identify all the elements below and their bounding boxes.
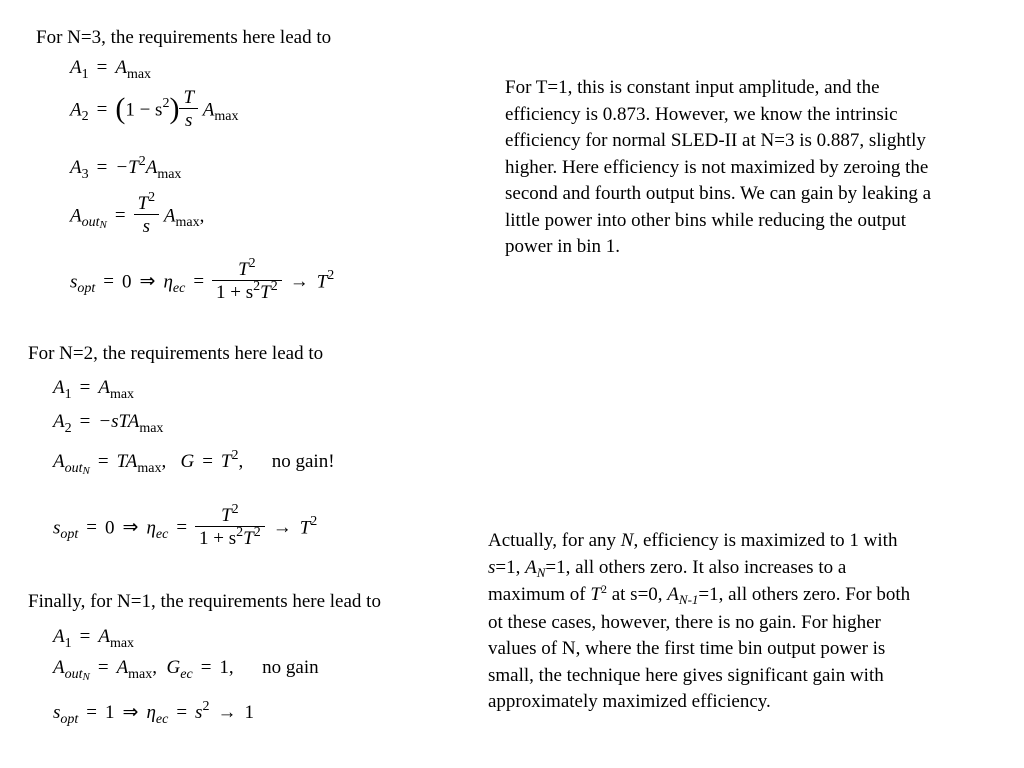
subscript: max	[175, 215, 200, 231]
n1-eq-aout: $A_{outN} = A_{max}$, $G_{ec} = 1$, no gain	[53, 657, 319, 683]
n3-eq-aout: $A_{outN}$ = $\frac{T^2}{s}$ $A_{max}$,	[70, 190, 205, 237]
n1-eq-eff: $s_{opt} = 1$ ⇒ $\eta_{ec} = s^2 \to 1$	[53, 699, 254, 727]
arrow-symbol: →	[289, 271, 309, 293]
subscript: max	[109, 636, 135, 651]
general-note-line	[488, 555, 1008, 583]
text: , efficiency is maximized to 1 with	[633, 530, 898, 551]
n1-eq-a1: $A_1 = A_{max}$	[53, 626, 135, 651]
denominator-part: 1 + s	[199, 528, 237, 549]
general-note-line: ot these cases, however, there is no gain. For higher	[488, 611, 881, 633]
var: s	[53, 517, 61, 539]
text: =1, all others zero. It also increases to a	[545, 556, 847, 578]
var: A	[163, 205, 176, 227]
var: A	[98, 626, 110, 647]
subscript: 1	[81, 67, 89, 82]
var: η	[146, 517, 156, 539]
text: Actually, for any	[488, 530, 621, 551]
numerator: T	[221, 505, 232, 526]
var: A	[202, 99, 215, 121]
n2-eq-a2: $A_2 = -sTA_{max}$	[53, 411, 164, 436]
n3-eq-a2: $A_2 = (1 - s^2)$ $\frac{T}{s}$ $A_{max}$	[70, 87, 239, 131]
superscript: 2	[231, 448, 239, 463]
subsubscript: N	[99, 219, 107, 232]
superscript: 2	[162, 96, 170, 112]
general-note-line: values of N, where the first time bin output power is	[488, 638, 886, 659]
superscript: 2	[600, 582, 607, 596]
no-gain-note: no gain!	[271, 451, 335, 472]
subscript: opt	[60, 527, 79, 543]
subscript: out	[64, 461, 83, 476]
subscript: 1	[64, 387, 72, 402]
var: s	[70, 271, 78, 293]
n3-eq-a1: $A_1 = A_{max}$	[70, 57, 152, 82]
var: s	[195, 702, 203, 723]
subscript: N-1	[678, 592, 699, 607]
subscript: opt	[77, 281, 96, 297]
superscript: 2	[248, 256, 256, 271]
superscript: 2	[236, 525, 244, 540]
var: −T	[115, 157, 139, 178]
var: T	[316, 271, 328, 293]
fraction	[195, 502, 265, 549]
n3-note: For T=1, this is constant input amplitude, and the efficiency is 0.873. However, we know the intrinsic efficiency for normal SLED-II at N=3 is 0.887, slightly higher. Here efficiency is not maximized by zeroing the second and fourth output bins. We can gain by leaking a little power into other bins while reducing the output power in bin 1.	[505, 77, 932, 257]
var: G	[166, 657, 181, 678]
numerator: T	[137, 193, 149, 214]
var: T	[590, 584, 601, 605]
subscript: 2	[64, 421, 72, 436]
paren-content: 1 − s	[125, 99, 163, 121]
general-note	[488, 528, 1008, 716]
implies-symbol: ⇒	[139, 271, 156, 293]
var: T	[116, 451, 126, 472]
var: A	[116, 657, 129, 678]
subscript: out	[64, 667, 83, 682]
fraction	[212, 256, 282, 303]
var: A	[667, 584, 679, 605]
fraction	[134, 190, 160, 237]
denominator: s	[142, 216, 151, 237]
var: A	[145, 157, 158, 178]
denominator-part: T	[260, 282, 271, 303]
general-note-line: small, the technique here gives significant gain with	[488, 664, 884, 686]
subscript: 3	[81, 167, 89, 182]
var: A	[53, 657, 65, 678]
var: A	[70, 57, 82, 78]
n2-eq-eff: $s_{opt} = 0$ ⇒ $\eta_{ec}$ = $\frac{T^2}{1 + s^2T^2}$ → $T^2$	[53, 502, 318, 549]
n2-eq-aout: $A_{outN} = TA_{max}$, $G = T^2$, no gain!	[53, 448, 335, 477]
superscript: 2	[270, 279, 278, 294]
var: A	[53, 626, 65, 647]
subsubscript: N	[82, 671, 90, 683]
var: A	[53, 377, 65, 398]
subscript: 1	[64, 636, 72, 651]
denominator-part: 1 + s	[216, 282, 254, 303]
arrow-symbol: →	[272, 517, 292, 539]
subscript: max	[137, 461, 162, 476]
var: A	[70, 205, 82, 227]
denominator: s	[185, 110, 193, 131]
var: A	[53, 411, 65, 432]
superscript: 2	[310, 514, 318, 530]
superscript: 2	[253, 279, 261, 294]
superscript: 2	[202, 699, 210, 714]
n3-eq-eff: $s_{opt} = 0$ ⇒ $\eta_{ec}$ = $\frac{T^2}{1 + s^2T^2}$ → $T^2$	[70, 256, 335, 303]
comma: ,	[199, 205, 205, 227]
text: maximum of	[488, 584, 591, 605]
var: A	[115, 57, 127, 78]
n3-eq-a3: $A_3 = -T^2A_{max}$	[70, 154, 182, 182]
numerator: T	[179, 88, 198, 109]
n3-intro: For N=3, the requirements here lead to	[36, 27, 332, 48]
var: A	[70, 157, 82, 178]
arrow-symbol: →	[217, 702, 237, 723]
subscript: 2	[81, 109, 89, 125]
superscript: 2	[327, 268, 335, 284]
superscript: 2	[231, 502, 239, 517]
numerator: T	[238, 259, 249, 280]
var: A	[127, 411, 140, 432]
var: A	[125, 451, 138, 472]
subscript: max	[109, 387, 135, 402]
subscript: opt	[60, 712, 79, 727]
n2-intro: For N=2, the requirements here lead to	[28, 343, 324, 364]
implies-symbol: ⇒	[122, 517, 139, 539]
var: A	[525, 556, 537, 578]
subscript: max	[128, 667, 153, 682]
var: G	[180, 451, 195, 472]
var: T	[299, 517, 311, 539]
var: T	[220, 451, 232, 472]
subscript: max	[214, 109, 239, 125]
value: 1,	[219, 657, 234, 678]
value: 0	[122, 271, 132, 293]
superscript: 2	[253, 525, 261, 540]
var: η	[146, 702, 156, 723]
subscript: ec	[180, 667, 193, 682]
var: A	[53, 451, 65, 472]
var: η	[163, 271, 173, 293]
var: A	[98, 377, 110, 398]
subscript: ec	[155, 527, 169, 543]
var: s	[53, 702, 61, 723]
var: N	[620, 530, 634, 551]
n2-eq-a1: $A_1 = A_{max}$	[53, 377, 135, 402]
general-note-line	[488, 528, 1008, 555]
var: A	[70, 99, 82, 121]
fraction	[179, 88, 198, 130]
subsubscript: N	[82, 465, 90, 477]
text: at s=0,	[606, 584, 668, 605]
superscript: 2	[138, 154, 146, 169]
value: 0	[105, 517, 115, 539]
var: −sT	[98, 411, 128, 432]
subscript: max	[139, 421, 164, 436]
subscript: max	[157, 167, 182, 182]
no-gain-note: no gain	[262, 657, 319, 678]
subscript: ec	[155, 712, 169, 727]
general-note-line: approximately maximized efficiency.	[488, 691, 771, 712]
var: s	[488, 556, 496, 578]
implies-symbol: ⇒	[122, 702, 139, 723]
n1-intro: Finally, for N=1, the requirements here lead to	[28, 591, 381, 612]
subscript: ec	[172, 281, 186, 297]
subscript: out	[81, 215, 100, 231]
denominator-part: T	[243, 528, 254, 549]
value: 1	[244, 702, 254, 723]
general-note-line	[488, 582, 1008, 610]
subscript: N	[536, 564, 546, 580]
text: =1, all others zero. For both	[698, 584, 911, 605]
value: 1	[105, 702, 115, 723]
subscript: max	[126, 67, 152, 82]
superscript: 2	[148, 190, 156, 205]
text: =1,	[495, 556, 526, 578]
